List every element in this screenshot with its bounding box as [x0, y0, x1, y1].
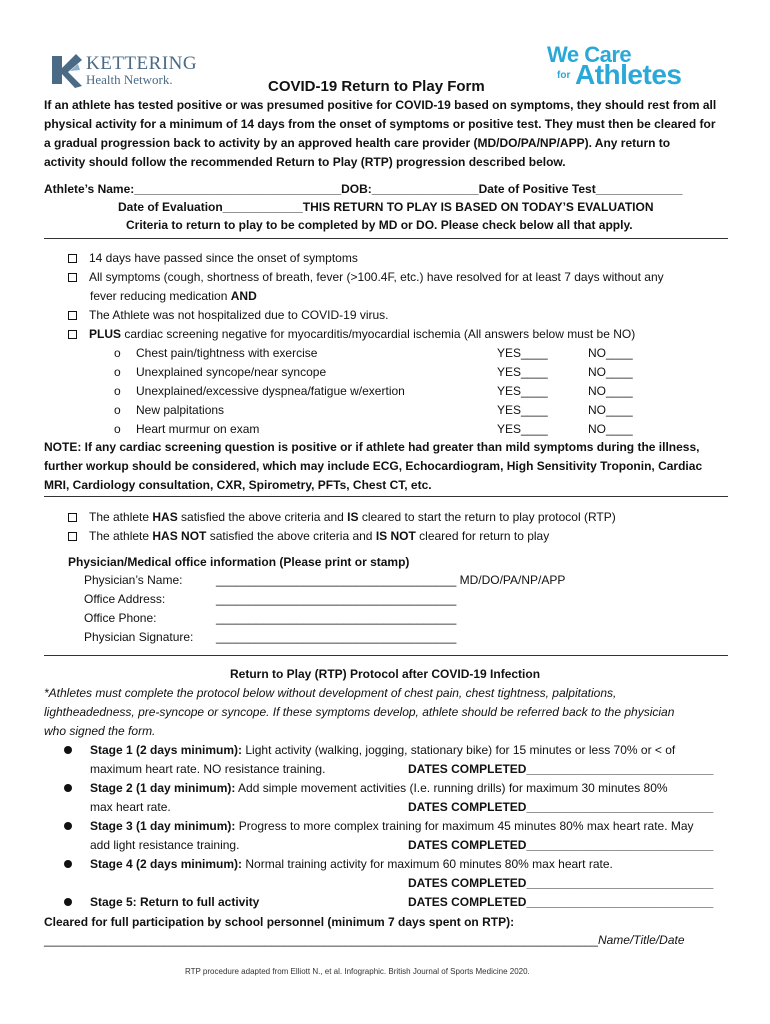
protocol-title: Return to Play (RTP) Protocol after COVID-19 Infection: [230, 667, 541, 681]
no-answer[interactable]: NO____: [588, 403, 633, 417]
protocol-warning: *Athletes must complete the protocol below without development of chest pain, chest tightness, palpitations, lightheadedness, pre-syncope or syncope. If these symptoms develop, athlete should be referred back to the physician who signed the form.: [44, 686, 675, 738]
physician-info-labels: [84, 571, 193, 647]
criteria-item: All symptoms (cough, shortness of breath, fever (>100.4F, etc.) have resolved for at least 7 days without any: [68, 268, 664, 287]
bullet-dot: [64, 746, 72, 754]
logo-athletes-text: Athletes: [575, 59, 682, 90]
logo-health-network-text: Health Network.: [86, 72, 173, 87]
bullet-dot: [64, 898, 72, 906]
logo-kettering-text: KETTERING: [86, 53, 198, 74]
dates-completed-field[interactable]: DATES COMPLETED____________________________: [408, 762, 714, 776]
checkbox[interactable]: [68, 273, 77, 282]
divider: [44, 496, 728, 497]
cleared-statement: Cleared for full participation by school personnel (minimum 7 days spent on RTP):: [44, 915, 515, 929]
athlete-info-fields[interactable]: Athlete’s Name:_______________________________DOB:________________Date of Positive Test_____________: [44, 182, 683, 196]
stage-1-continued: maximum heart rate. NO resistance training. DATES COMPLETED____________________________: [64, 760, 734, 779]
stage-5: Stage 5: Return to full activity DATES COMPLETED____________________________: [64, 893, 734, 912]
intro-paragraph: [44, 96, 716, 172]
school-signature-field[interactable]: ___________________________________________________________________________________: [44, 933, 598, 947]
stage-2-continued: max heart rate. DATES COMPLETED____________________________: [64, 798, 734, 817]
note-paragraph: NOTE: If any cardiac screening question is positive or if athlete had greater than mild symptoms during the illness, further workup should be considered, which may include ECG, Echocardiogram, High Sensitivity Troponin, Cardiac MRI, Cardiology consultation, CXR, Spirometry, PFTs, Chest CT, etc.: [44, 440, 703, 492]
stage-3-continued: add light resistance training. DATES COMPLETED____________________________: [64, 836, 734, 855]
checkbox[interactable]: [68, 311, 77, 320]
bullet-circle: o: [114, 365, 121, 379]
criteria-item: The Athlete was not hospitalized due to COVID-19 virus.: [68, 306, 664, 325]
criteria-instructions: Criteria to return to play to be completed by MD or DO. Please check below all that apply.: [126, 218, 633, 232]
yes-answer[interactable]: YES____: [497, 346, 548, 360]
stage-2: Stage 2 (1 day minimum): Add simple movement activities (I.e. running drills) for maximum 30 minutes 80%: [64, 779, 734, 798]
no-answer[interactable]: NO____: [588, 422, 633, 436]
bullet-dot: [64, 860, 72, 868]
screening-row: o Chest pain/tightness with exercise YES____ NO____: [114, 344, 654, 363]
office-address-field[interactable]: ____________________________________: [216, 592, 457, 606]
criteria-item-continued: fever reducing medication AND: [90, 289, 257, 303]
yes-answer[interactable]: YES____: [497, 403, 548, 417]
screening-row: o New palpitations YES____ NO____: [114, 401, 654, 420]
dates-completed-field[interactable]: DATES COMPLETED____________________________: [408, 838, 714, 852]
screening-row: o Unexplained syncope/near syncope YES____ NO____: [114, 363, 654, 382]
clearance-option-has: The athlete HAS satisfied the above criteria and IS cleared to start the return to play protocol (RTP): [68, 508, 616, 527]
protocol-stages: [64, 741, 734, 912]
divider: [44, 238, 728, 239]
physician-name-label: Physician’s Name:: [84, 573, 183, 587]
clearance-options: [68, 508, 616, 546]
we-care-for-athletes-logo: [545, 44, 695, 94]
stage-4: Stage 4 (2 days minimum): Normal training activity for maximum 60 minutes 80% max heart rate.: [64, 855, 734, 874]
screening-row: o Unexplained/excessive dyspnea/fatigue w/exertion YES____ NO____: [114, 382, 654, 401]
yes-answer[interactable]: YES____: [497, 422, 548, 436]
bullet-circle: o: [114, 346, 121, 360]
checkbox[interactable]: [68, 254, 77, 263]
intro-line: physical activity for a minimum of 14 days from the onset of symptoms or positive test. They must then be cleared for: [44, 117, 716, 131]
physician-info-fields: [216, 571, 565, 647]
physician-signature-label: Physician Signature:: [84, 630, 194, 644]
cardiac-screening-list: [114, 344, 654, 439]
physician-name-field[interactable]: ____________________________________ MD/DO/PA/NP/APP: [216, 573, 566, 587]
stage-1: Stage 1 (2 days minimum): Light activity (walking, jogging, stationary bike) for 15 minutes or less 70% or < of: [64, 741, 734, 760]
evaluation-date-field[interactable]: Date of Evaluation____________THIS RETURN TO PLAY IS BASED ON TODAY’S EVALUATION: [118, 200, 654, 214]
bullet-circle: o: [114, 384, 121, 398]
yes-answer[interactable]: YES____: [497, 384, 548, 398]
logo-for-text: for: [557, 70, 571, 81]
criteria-checklist: [68, 249, 664, 344]
physician-section-header: Physician/Medical office information (Please print or stamp): [68, 555, 410, 569]
stage-3: Stage 3 (1 day minimum): Progress to more complex training for maximum 45 minutes 80% max heart rate. May: [64, 817, 734, 836]
form-title: COVID-19 Return to Play Form: [268, 78, 485, 95]
divider: [44, 655, 728, 656]
bullet-circle: o: [114, 422, 121, 436]
intro-line: activity should follow the recommended Return to Play (RTP) progression described below.: [44, 155, 566, 169]
screening-row: o Heart murmur on exam YES____ NO____: [114, 420, 654, 439]
school-signature-row: [44, 931, 685, 950]
no-answer[interactable]: NO____: [588, 384, 633, 398]
kettering-k-mark-icon: [48, 50, 88, 90]
bullet-dot: [64, 822, 72, 830]
clearance-option-has-not: The athlete HAS NOT satisfied the above criteria and IS NOT cleared for return to play: [68, 527, 616, 546]
no-answer[interactable]: NO____: [588, 365, 633, 379]
dates-completed-field[interactable]: DATES COMPLETED____________________________: [408, 876, 714, 890]
checkbox[interactable]: [68, 513, 77, 522]
no-answer[interactable]: NO____: [588, 346, 633, 360]
dates-completed-field[interactable]: DATES COMPLETED____________________________: [408, 800, 714, 814]
intro-line: If an athlete has tested positive or was presumed positive for COVID-19 based on symptoms, they should rest from all: [44, 98, 717, 112]
stage-4-continued: [64, 874, 734, 893]
kettering-health-logo: [48, 50, 198, 90]
checkbox[interactable]: [68, 330, 77, 339]
bullet-dot: [64, 784, 72, 792]
office-phone-label: Office Phone:: [84, 611, 157, 625]
office-phone-field[interactable]: ____________________________________: [216, 611, 457, 625]
criteria-item: PLUS cardiac screening negative for myocarditis/myocardial ischemia (All answers below must be NO): [68, 325, 664, 344]
yes-answer[interactable]: YES____: [497, 365, 548, 379]
dates-completed-field[interactable]: DATES COMPLETED____________________________: [408, 895, 714, 909]
footer-citation: RTP procedure adapted from Elliott N., et al. Infographic. British Journal of Sports Medicine 2020.: [185, 967, 530, 976]
bullet-circle: o: [114, 403, 121, 417]
checkbox[interactable]: [68, 532, 77, 541]
signature-caption: Name/Title/Date: [597, 933, 685, 947]
criteria-item: 14 days have passed since the onset of symptoms: [68, 249, 664, 268]
office-address-label: Office Address:: [84, 592, 166, 606]
physician-signature-field[interactable]: ____________________________________: [216, 630, 457, 644]
logo-we-care-text: We Care: [547, 42, 632, 67]
intro-line: a gradual progression back to activity by an approved health care provider (MD/DO/PA/NP/APP). Any return to: [44, 136, 671, 150]
